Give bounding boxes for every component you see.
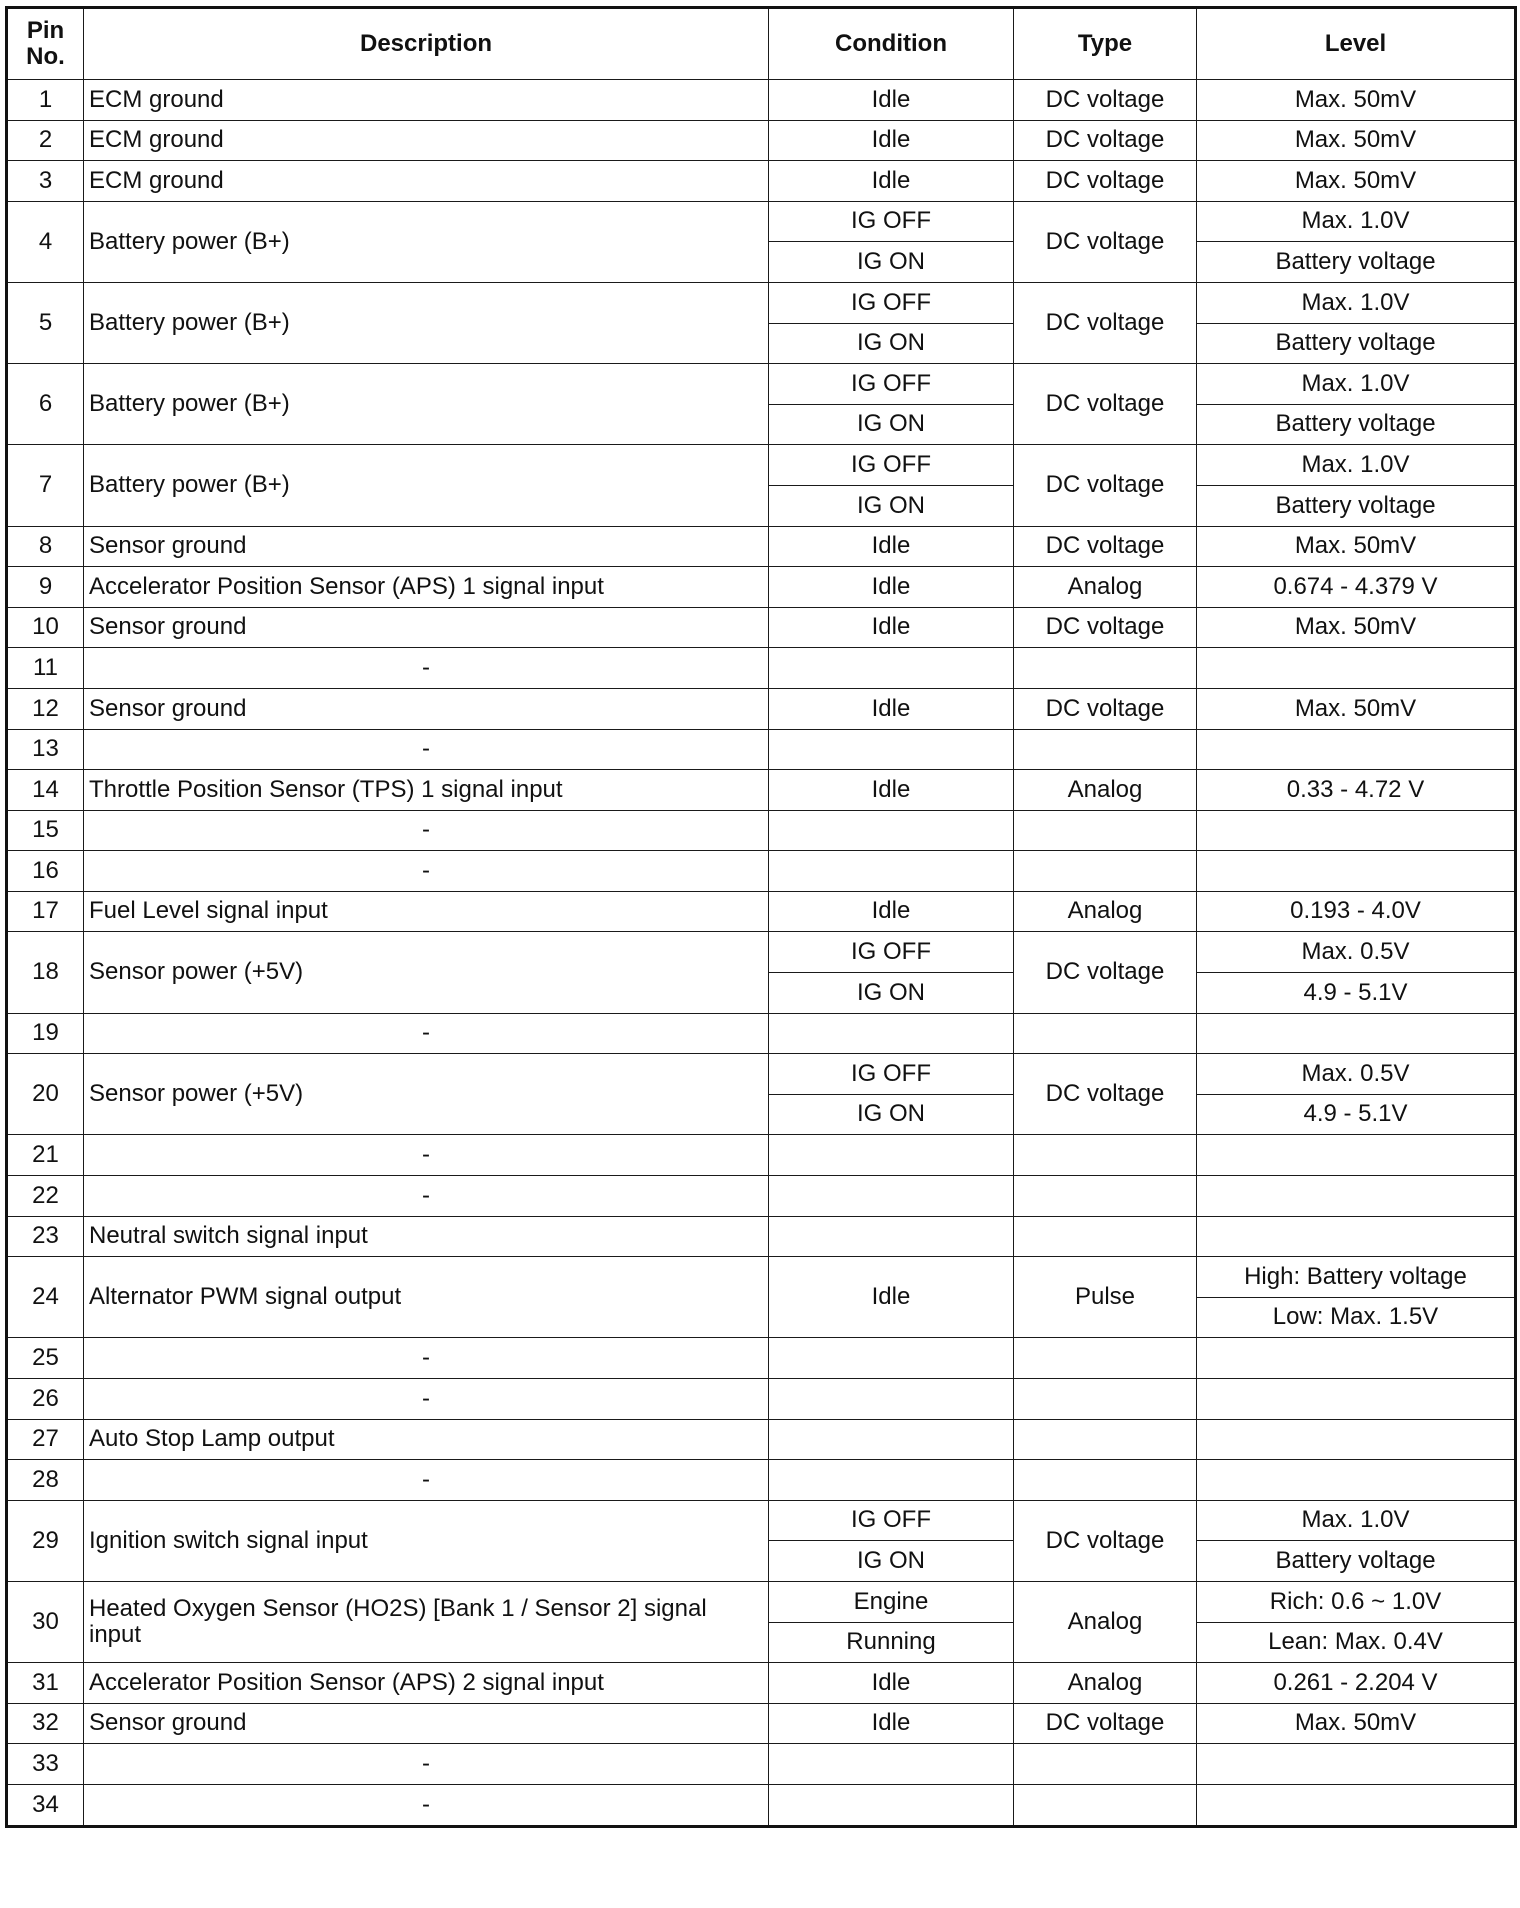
pin-number: 24 <box>7 1257 84 1338</box>
pin-description: - <box>84 1460 769 1501</box>
pin-level: 4.9 - 5.1V <box>1197 973 1516 1014</box>
pin-condition: Idle <box>769 891 1014 932</box>
pin-condition: IG OFF <box>769 282 1014 323</box>
pin-type: Analog <box>1014 567 1197 608</box>
pin-level: Max. 50mV <box>1197 80 1516 121</box>
pin-condition <box>769 810 1014 851</box>
pin-level: Battery voltage <box>1197 485 1516 526</box>
pin-type <box>1014 1135 1197 1176</box>
pin-description: - <box>84 648 769 689</box>
header-type: Type <box>1014 8 1197 80</box>
pin-condition <box>769 1784 1014 1826</box>
pin-level: Battery voltage <box>1197 1541 1516 1582</box>
table-row <box>7 688 1516 729</box>
pin-number: 26 <box>7 1379 84 1420</box>
table-row <box>7 770 1516 811</box>
table-row <box>7 526 1516 567</box>
pin-description: Sensor power (+5V) <box>84 932 769 1013</box>
pin-level: Max. 50mV <box>1197 161 1516 202</box>
pin-description: Battery power (B+) <box>84 282 769 363</box>
pin-table <box>5 6 1517 1828</box>
pin-level: 0.193 - 4.0V <box>1197 891 1516 932</box>
pin-type <box>1014 1216 1197 1257</box>
pin-description: Alternator PWM signal output <box>84 1257 769 1338</box>
pin-condition <box>769 1379 1014 1420</box>
pin-type: DC voltage <box>1014 932 1197 1013</box>
pin-level <box>1197 1338 1516 1379</box>
pin-level: Battery voltage <box>1197 323 1516 364</box>
pin-description: Ignition switch signal input <box>84 1500 769 1581</box>
header-description: Description <box>84 8 769 80</box>
pin-description: Accelerator Position Sensor (APS) 1 signal input <box>84 567 769 608</box>
pin-level: Max. 0.5V <box>1197 1054 1516 1095</box>
pin-description: Battery power (B+) <box>84 364 769 445</box>
pin-number: 7 <box>7 445 84 526</box>
pin-number: 2 <box>7 120 84 161</box>
pin-description: ECM ground <box>84 161 769 202</box>
table-row <box>7 1216 1516 1257</box>
pin-level: 4.9 - 5.1V <box>1197 1094 1516 1135</box>
pin-type <box>1014 1338 1197 1379</box>
pin-level: Lean: Max. 0.4V <box>1197 1622 1516 1663</box>
pin-number: 13 <box>7 729 84 770</box>
pin-type <box>1014 1379 1197 1420</box>
pin-type: DC voltage <box>1014 1500 1197 1581</box>
pin-number: 12 <box>7 688 84 729</box>
pin-condition <box>769 729 1014 770</box>
pin-number: 5 <box>7 282 84 363</box>
pin-condition: Idle <box>769 161 1014 202</box>
table-row <box>7 1013 1516 1054</box>
pin-type <box>1014 810 1197 851</box>
pin-description: - <box>84 810 769 851</box>
pin-description: Battery power (B+) <box>84 201 769 282</box>
pin-number: 33 <box>7 1744 84 1785</box>
table-row <box>7 1460 1516 1501</box>
pin-level: 0.33 - 4.72 V <box>1197 770 1516 811</box>
pin-number: 25 <box>7 1338 84 1379</box>
pin-level: Max. 50mV <box>1197 607 1516 648</box>
pin-condition: IG ON <box>769 1094 1014 1135</box>
pin-condition: Idle <box>769 1703 1014 1744</box>
pin-description: Sensor power (+5V) <box>84 1054 769 1135</box>
pin-condition: Running <box>769 1622 1014 1663</box>
table-header <box>7 8 1516 80</box>
pin-description: Throttle Position Sensor (TPS) 1 signal input <box>84 770 769 811</box>
pin-condition <box>769 851 1014 892</box>
pin-condition: IG ON <box>769 485 1014 526</box>
pin-number: 3 <box>7 161 84 202</box>
pin-level: Max. 50mV <box>1197 120 1516 161</box>
pin-type <box>1014 1013 1197 1054</box>
pin-level <box>1197 1216 1516 1257</box>
pin-type: Analog <box>1014 891 1197 932</box>
pin-condition <box>769 1338 1014 1379</box>
pin-description: Sensor ground <box>84 607 769 648</box>
pin-type: Analog <box>1014 1581 1197 1662</box>
pin-type <box>1014 729 1197 770</box>
table-row <box>7 80 1516 121</box>
pin-type: DC voltage <box>1014 1703 1197 1744</box>
pin-condition: Idle <box>769 1257 1014 1338</box>
table-row <box>7 810 1516 851</box>
pin-description: Sensor ground <box>84 526 769 567</box>
table-row <box>7 729 1516 770</box>
pin-type: DC voltage <box>1014 80 1197 121</box>
table-row <box>7 1744 1516 1785</box>
pin-type: DC voltage <box>1014 445 1197 526</box>
pin-number: 20 <box>7 1054 84 1135</box>
pin-number: 19 <box>7 1013 84 1054</box>
pin-level: Low: Max. 1.5V <box>1197 1297 1516 1338</box>
pin-condition <box>769 1135 1014 1176</box>
table-row <box>7 1703 1516 1744</box>
pin-condition <box>769 1744 1014 1785</box>
pin-description: - <box>84 1784 769 1826</box>
pin-number: 29 <box>7 1500 84 1581</box>
pin-number: 8 <box>7 526 84 567</box>
pin-condition <box>769 1216 1014 1257</box>
pin-level <box>1197 1744 1516 1785</box>
header-row <box>7 8 1516 80</box>
pin-condition <box>769 1176 1014 1217</box>
table-row <box>7 282 1516 323</box>
pin-number: 22 <box>7 1176 84 1217</box>
pin-condition: IG ON <box>769 1541 1014 1582</box>
pin-level <box>1197 851 1516 892</box>
table-row <box>7 1784 1516 1826</box>
pin-number: 32 <box>7 1703 84 1744</box>
pin-level: Battery voltage <box>1197 242 1516 283</box>
pin-level <box>1197 810 1516 851</box>
pin-type <box>1014 1784 1197 1826</box>
table-row <box>7 1500 1516 1541</box>
pin-condition: Idle <box>769 607 1014 648</box>
pin-type: DC voltage <box>1014 120 1197 161</box>
pin-level: 0.674 - 4.379 V <box>1197 567 1516 608</box>
pin-condition: IG OFF <box>769 364 1014 405</box>
pin-number: 18 <box>7 932 84 1013</box>
pin-condition: IG OFF <box>769 1054 1014 1095</box>
table-row <box>7 891 1516 932</box>
pin-condition: Idle <box>769 1663 1014 1704</box>
pin-description: - <box>84 1379 769 1420</box>
pin-level: Max. 1.0V <box>1197 282 1516 323</box>
pin-level: Max. 50mV <box>1197 688 1516 729</box>
pin-condition: IG OFF <box>769 932 1014 973</box>
pin-condition: IG ON <box>769 973 1014 1014</box>
pin-level: Max. 1.0V <box>1197 364 1516 405</box>
table-row <box>7 445 1516 486</box>
table-row <box>7 851 1516 892</box>
pin-number: 6 <box>7 364 84 445</box>
pin-level: Max. 1.0V <box>1197 445 1516 486</box>
table-row <box>7 567 1516 608</box>
pin-level: Max. 50mV <box>1197 526 1516 567</box>
pin-description: Sensor ground <box>84 1703 769 1744</box>
pin-condition <box>769 648 1014 689</box>
pin-level <box>1197 1013 1516 1054</box>
pin-number: 11 <box>7 648 84 689</box>
table-row <box>7 932 1516 973</box>
pin-description: Neutral switch signal input <box>84 1216 769 1257</box>
pin-condition: Idle <box>769 80 1014 121</box>
table-row <box>7 1135 1516 1176</box>
pin-level <box>1197 1176 1516 1217</box>
pin-type: DC voltage <box>1014 1054 1197 1135</box>
pin-number: 17 <box>7 891 84 932</box>
pin-number: 27 <box>7 1419 84 1460</box>
pin-description: - <box>84 1744 769 1785</box>
pin-type <box>1014 1460 1197 1501</box>
pin-condition: Idle <box>769 688 1014 729</box>
pin-number: 1 <box>7 80 84 121</box>
table-row <box>7 1581 1516 1622</box>
pin-condition: IG ON <box>769 242 1014 283</box>
pin-type: DC voltage <box>1014 161 1197 202</box>
pin-condition: IG OFF <box>769 1500 1014 1541</box>
pin-type: DC voltage <box>1014 688 1197 729</box>
pin-description: ECM ground <box>84 80 769 121</box>
table-row <box>7 1176 1516 1217</box>
table-row <box>7 120 1516 161</box>
pin-level <box>1197 1784 1516 1826</box>
pin-number: 14 <box>7 770 84 811</box>
pin-description: - <box>84 1013 769 1054</box>
pin-condition: Idle <box>769 567 1014 608</box>
pin-type: DC voltage <box>1014 607 1197 648</box>
pin-description: - <box>84 851 769 892</box>
table-row <box>7 1257 1516 1298</box>
table-row <box>7 364 1516 405</box>
pin-condition: Engine <box>769 1581 1014 1622</box>
pin-level: Battery voltage <box>1197 404 1516 445</box>
pin-level: Max. 0.5V <box>1197 932 1516 973</box>
table-row <box>7 1419 1516 1460</box>
pin-number: 31 <box>7 1663 84 1704</box>
pin-description: Fuel Level signal input <box>84 891 769 932</box>
pin-description: - <box>84 1338 769 1379</box>
pin-type: Pulse <box>1014 1257 1197 1338</box>
pin-description: Sensor ground <box>84 688 769 729</box>
pin-description: Auto Stop Lamp output <box>84 1419 769 1460</box>
pin-number: 34 <box>7 1784 84 1826</box>
pin-type: DC voltage <box>1014 201 1197 282</box>
pin-number: 15 <box>7 810 84 851</box>
pin-level: Rich: 0.6 ~ 1.0V <box>1197 1581 1516 1622</box>
table-row <box>7 1338 1516 1379</box>
pin-condition: IG OFF <box>769 201 1014 242</box>
pin-number: 10 <box>7 607 84 648</box>
pin-number: 30 <box>7 1581 84 1662</box>
table-row <box>7 1054 1516 1095</box>
pin-description: ECM ground <box>84 120 769 161</box>
pin-level: Max. 1.0V <box>1197 201 1516 242</box>
pin-condition: IG ON <box>769 404 1014 445</box>
pin-condition: IG OFF <box>769 445 1014 486</box>
table-row <box>7 201 1516 242</box>
header-condition: Condition <box>769 8 1014 80</box>
header-level: Level <box>1197 8 1516 80</box>
pin-type: DC voltage <box>1014 282 1197 363</box>
pin-condition <box>769 1460 1014 1501</box>
pin-condition: Idle <box>769 526 1014 567</box>
pin-number: 28 <box>7 1460 84 1501</box>
pin-description: - <box>84 1176 769 1217</box>
pin-level <box>1197 648 1516 689</box>
header-pin: Pin No. <box>7 8 84 80</box>
pin-description: Battery power (B+) <box>84 445 769 526</box>
pin-type <box>1014 1744 1197 1785</box>
pin-type: DC voltage <box>1014 364 1197 445</box>
pin-type <box>1014 1419 1197 1460</box>
pin-condition <box>769 1419 1014 1460</box>
pin-level <box>1197 1379 1516 1420</box>
pin-type <box>1014 851 1197 892</box>
table-row <box>7 648 1516 689</box>
pin-type <box>1014 648 1197 689</box>
pin-type: DC voltage <box>1014 526 1197 567</box>
pin-type <box>1014 1176 1197 1217</box>
pin-condition <box>769 1013 1014 1054</box>
pin-number: 23 <box>7 1216 84 1257</box>
pin-description: - <box>84 1135 769 1176</box>
pin-level <box>1197 1135 1516 1176</box>
pin-type: Analog <box>1014 770 1197 811</box>
pin-level <box>1197 729 1516 770</box>
pin-number: 4 <box>7 201 84 282</box>
pin-level: Max. 50mV <box>1197 1703 1516 1744</box>
pin-description: - <box>84 729 769 770</box>
table-row <box>7 161 1516 202</box>
table-body <box>7 80 1516 1827</box>
table-row <box>7 607 1516 648</box>
pin-level: Max. 1.0V <box>1197 1500 1516 1541</box>
pin-type: Analog <box>1014 1663 1197 1704</box>
pin-number: 21 <box>7 1135 84 1176</box>
pin-description: Heated Oxygen Sensor (HO2S) [Bank 1 / Sensor 2] signal input <box>84 1581 769 1662</box>
pin-condition: Idle <box>769 120 1014 161</box>
pin-condition: Idle <box>769 770 1014 811</box>
pin-number: 9 <box>7 567 84 608</box>
pin-description: Accelerator Position Sensor (APS) 2 signal input <box>84 1663 769 1704</box>
pin-level: 0.261 - 2.204 V <box>1197 1663 1516 1704</box>
pin-level <box>1197 1419 1516 1460</box>
pin-level: High: Battery voltage <box>1197 1257 1516 1298</box>
pin-level <box>1197 1460 1516 1501</box>
pin-number: 16 <box>7 851 84 892</box>
table-row <box>7 1663 1516 1704</box>
pin-condition: IG ON <box>769 323 1014 364</box>
table-row <box>7 1379 1516 1420</box>
